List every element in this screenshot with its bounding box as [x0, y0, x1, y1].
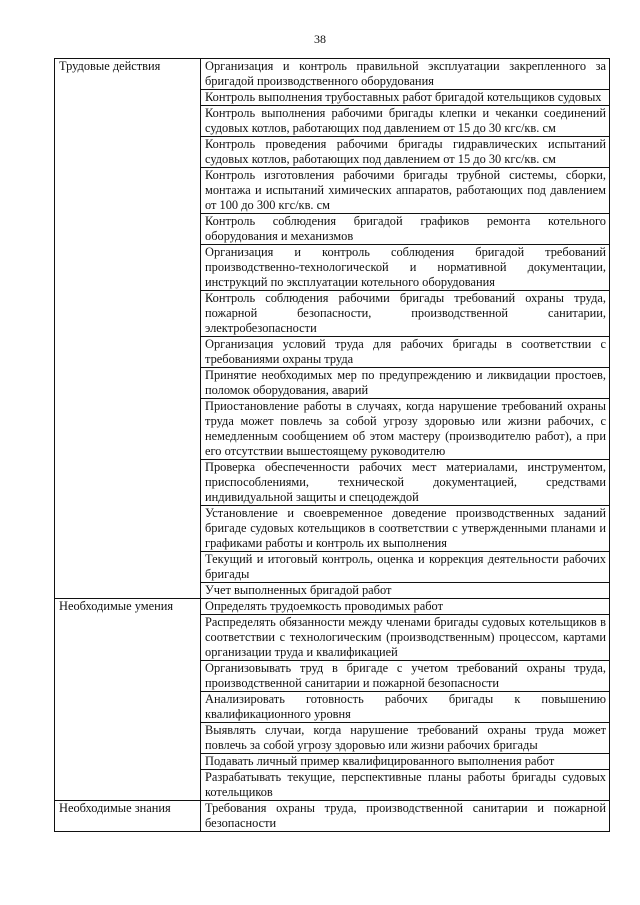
- section-item: Организация и контроль соблюдения бригадой требований производственно-технологической и нормативной документации, инструкций по эксплуатации котельного оборудования: [201, 245, 610, 291]
- section-title: Трудовые действия: [55, 59, 201, 599]
- section-item: Учет выполненных бригадой работ: [201, 583, 610, 599]
- section-item: Организация условий труда для рабочих бригады в соответствии с требованиями охраны труда: [201, 337, 610, 368]
- competency-table: [54, 58, 610, 832]
- section-item: Проверка обеспеченности рабочих мест материалами, инструментом, приспособлениями, технической документацией, средствами индивидуальной защиты и спецодеждой: [201, 460, 610, 506]
- table-row: [55, 59, 610, 90]
- section-item: Определять трудоемкость проводимых работ: [201, 599, 610, 615]
- table-row: [55, 801, 610, 832]
- section-item: Организовывать труд в бригаде с учетом требований охраны труда, производственной санитарии и пожарной безопасности: [201, 661, 610, 692]
- section-item: Принятие необходимых мер по предупреждению и ликвидации простоев, поломок оборудования, аварий: [201, 368, 610, 399]
- section-item: Организация и контроль правильной эксплуатации закрепленного за бригадой производственного оборудования: [201, 59, 610, 90]
- section-item: Контроль соблюдения рабочими бригады требований охраны труда, пожарной безопасности, производственной санитарии, электробезопасности: [201, 291, 610, 337]
- section-item: Анализировать готовность рабочих бригады к повышению квалификационного уровня: [201, 692, 610, 723]
- section-item: Контроль выполнения трубоставных работ бригадой котельщиков судовых: [201, 90, 610, 106]
- section-item: Контроль проведения рабочими бригады гидравлических испытаний судовых котлов, работающих под давлением от 15 до 30 кгс/кв. см: [201, 137, 610, 168]
- section-item: Приостановление работы в случаях, когда нарушение требований охраны труда может повлечь за собой угрозу здоровью или жизни рабочих, с немедленным сообщением об этом мастеру (производителю работ), а при его отсутствии вышестоящему руководителю: [201, 399, 610, 460]
- section-item: Контроль выполнения рабочими бригады клепки и чеканки соединений судовых котлов, работающих под давлением от 15 до 30 кгс/кв. см: [201, 106, 610, 137]
- section-item: Подавать личный пример квалифицированного выполнения работ: [201, 754, 610, 770]
- section-item: Распределять обязанности между членами бригады судовых котельщиков в соответствии с технологическим (производственным) процессом, картами организации труда и квалификацией: [201, 615, 610, 661]
- page-number: 38: [314, 32, 326, 46]
- table-row: [55, 599, 610, 615]
- section-item: Требования охраны труда, производственной санитарии и пожарной безопасности: [201, 801, 610, 832]
- section-item: Контроль соблюдения бригадой графиков ремонта котельного оборудования и механизмов: [201, 214, 610, 245]
- section-title: Необходимые знания: [55, 801, 201, 832]
- section-title: Необходимые умения: [55, 599, 201, 801]
- section-item: Текущий и итоговый контроль, оценка и коррекция деятельности рабочих бригады: [201, 552, 610, 583]
- section-item: Установление и своевременное доведение производственных заданий бригаде судовых котельщиков в соответствии с утвержденными планами и графиками работы и контроль их выполнения: [201, 506, 610, 552]
- section-item: Контроль изготовления рабочими бригады трубной системы, сборки, монтажа и испытаний химических аппаратов, работающих под давлением от 100 до 300 кгс/кв. см: [201, 168, 610, 214]
- section-item: Разрабатывать текущие, перспективные планы работы бригады судовых котельщиков: [201, 770, 610, 801]
- section-item: Выявлять случаи, когда нарушение требований охраны труда может повлечь за собой угрозу здоровью или жизни рабочих бригады: [201, 723, 610, 754]
